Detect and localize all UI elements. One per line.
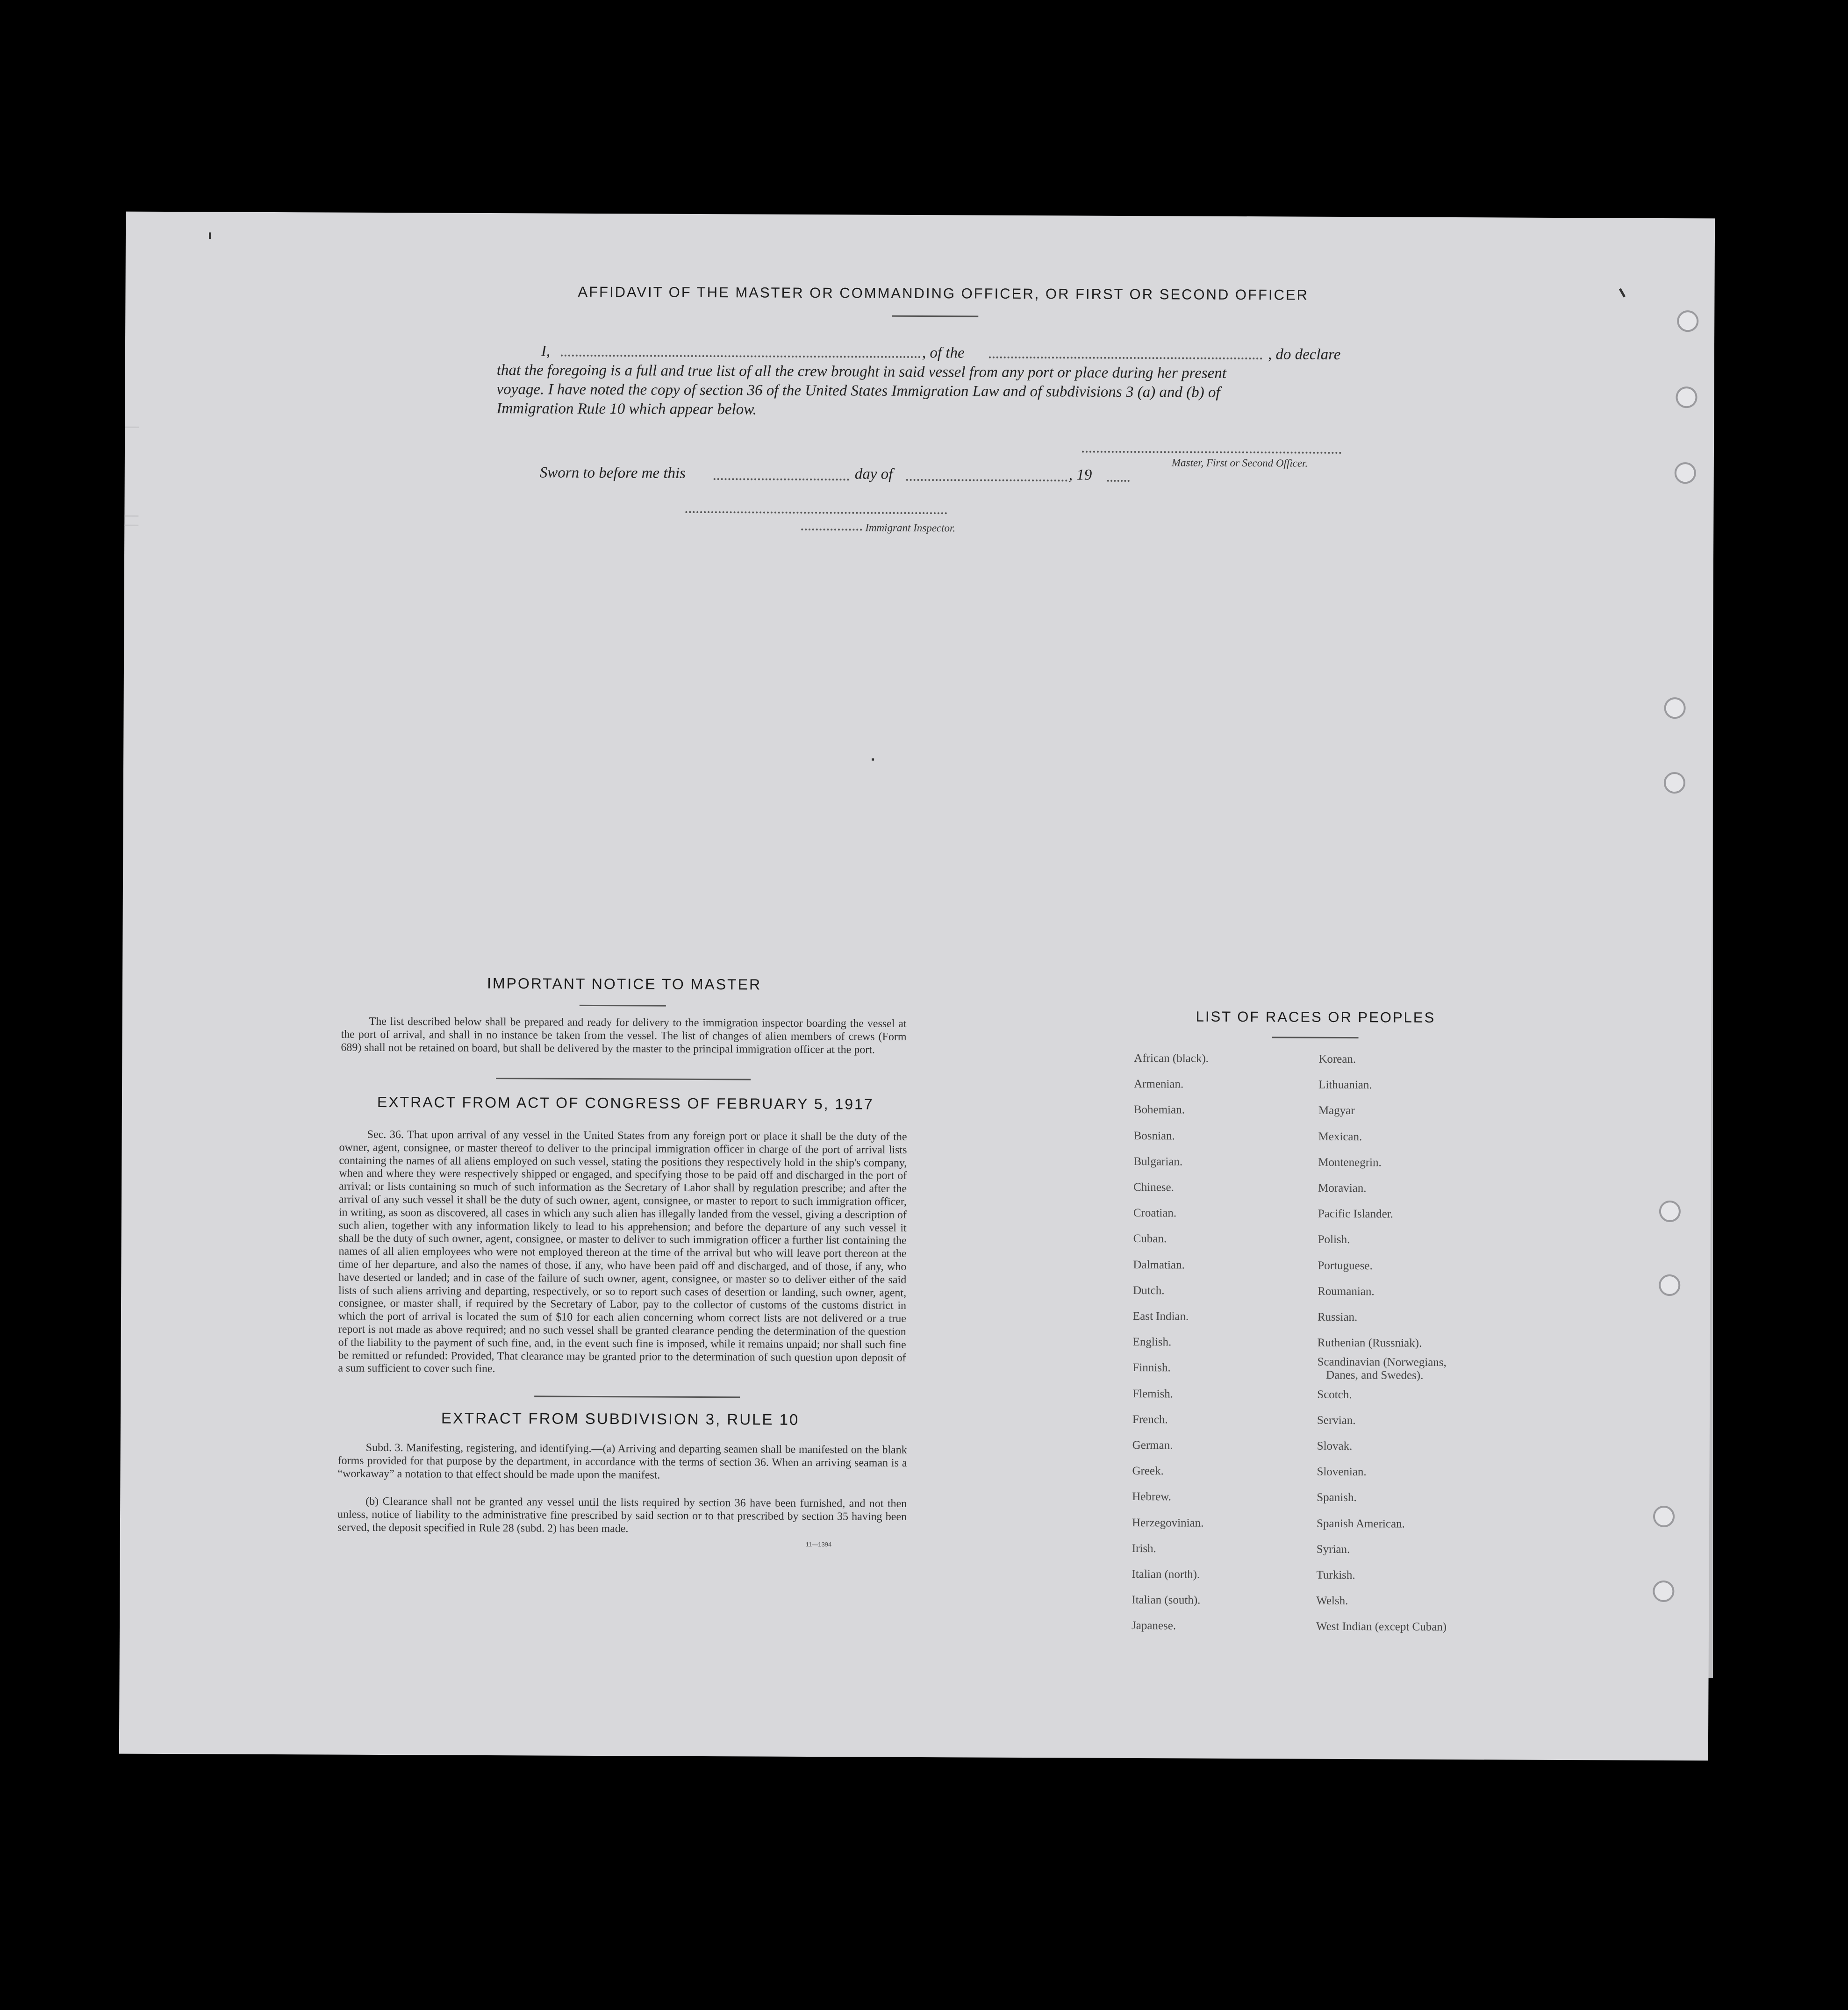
race-item: Magyar bbox=[1318, 1104, 1355, 1117]
race-item: Bosnian. bbox=[1133, 1129, 1175, 1143]
race-item: Lithuanian. bbox=[1318, 1078, 1372, 1092]
races-right-column bbox=[1316, 1046, 1515, 1640]
race-item: Welsh. bbox=[1316, 1594, 1348, 1608]
binder-hole bbox=[1653, 1506, 1675, 1527]
binder-hole bbox=[1675, 462, 1696, 484]
race-item: Portuguese. bbox=[1318, 1259, 1373, 1272]
sworn-year: , 19 bbox=[1068, 466, 1092, 484]
race-item: Pacific Islander. bbox=[1318, 1207, 1394, 1221]
affidavit-declare: , do declare bbox=[1268, 346, 1341, 363]
affidavit-line2: that the foregoing is a full and true list of all the crew brought in said vessel from any port or place during her present bbox=[496, 362, 1227, 382]
race-item: Flemish. bbox=[1132, 1387, 1174, 1401]
race-item: Irish. bbox=[1132, 1542, 1156, 1555]
sworn-day-blank bbox=[714, 478, 849, 480]
race-item: Croatian. bbox=[1133, 1207, 1177, 1220]
rule-title: EXTRACT FROM SUBDIVISION 3, RULE 10 bbox=[441, 1409, 800, 1428]
form-number: 11—1394 bbox=[805, 1540, 832, 1548]
race-item: Syrian. bbox=[1316, 1543, 1350, 1556]
affidavit-i: I, bbox=[541, 343, 551, 360]
notice-divider bbox=[496, 1078, 751, 1080]
act-text: Sec. 36. That upon arrival of any vessel in the United States from any foreign port or place it shall be the duty of the owner, agent, consignee, or master thereof to deliver to the principal immigration officer in charge of the port of arrival lists containing the names of all aliens employed on such vessel, stating the positions they respectively hold in the ship's company, when and where they were respectively shipped or engaged, and specifying those to be paid off and discharged in the port of arrival; or lists containing so much of such information as the Secretary of Labor shall by regulation prescribe; and after the arrival of any such vessel it shall be the duty of such owner, agent, consignee, or master to report to such immigration officer, in writing, as soon as discovered, all cases in which any such alien has illegally landed from the vessel, giving a description of such alien, together with any information likely to lead to his apprehension; and before the departure of any such vessel it shall be the duty of such owner, agent, consignee, or master to deliver to such immigration officer a further list containing the names of all alien employees who were not employed thereon at the time of the arrival but who will leave port thereon at the time of her departure, and also the names of those, if any, who have been paid off and discharged, and of those, if any, who have deserted or landed; and in case of the failure of such owner, agent, consignee, or master so to deliver either of the said lists of such aliens arriving and departing, respectively, or so to report such cases of desertion or landing, such owner, agent, consignee, or master shall, if required by the Secretary of Labor, pay to the collector of customs of the customs district in which the port of arrival is located the sum of $10 for each alien concerning whom correct lists are not delivered or a true report is not made as above required; and no such vessel shall be granted clearance pending the determination of the question of the liability to the payment of such fine, and, in the event such fine is imposed, while it remains unpaid; nor shall such fine be remitted or refunded: Provided, That clearance may be granted prior to the determination of such question upon deposit of a sum sufficient to cover such fine. bbox=[338, 1128, 907, 1375]
race-item: Polish. bbox=[1318, 1233, 1350, 1246]
vessel-blank bbox=[989, 357, 1262, 360]
binder-hole bbox=[1659, 1274, 1680, 1296]
race-item: West Indian (except Cuban) bbox=[1316, 1620, 1447, 1634]
race-item: Mexican. bbox=[1318, 1130, 1362, 1143]
race-item: Herzegovinian. bbox=[1132, 1516, 1204, 1530]
margin-rule bbox=[125, 427, 139, 428]
speck bbox=[872, 758, 874, 761]
race-item: African (black). bbox=[1134, 1052, 1209, 1065]
rule-para-b: (b) Clearance shall not be granted any vessel until the lists required by section 36 have been furnished, and not then unless, notice of liability to the administrative fine prescribed by said section or to that prescribed by section 35 having been served, the deposit specified in Rule 28 (subd. 2) has been made. bbox=[337, 1495, 907, 1535]
affidavit-title: AFFIDAVIT OF THE MASTER OR COMMANDING OFFICER, OR FIRST OR SECOND OFFICER bbox=[578, 283, 1309, 303]
race-item: Bohemian. bbox=[1133, 1103, 1185, 1116]
race-item: Armenian. bbox=[1134, 1078, 1184, 1091]
race-item: Turkish. bbox=[1316, 1568, 1355, 1582]
title-rule bbox=[892, 315, 978, 317]
races-left-column bbox=[1132, 1045, 1289, 1639]
race-item: Greek. bbox=[1132, 1465, 1164, 1478]
race-item: Moravian. bbox=[1318, 1181, 1367, 1195]
race-item: Russian. bbox=[1317, 1310, 1358, 1324]
act-divider bbox=[534, 1395, 740, 1398]
race-item: Italian (north). bbox=[1132, 1568, 1200, 1581]
document-page bbox=[119, 212, 1715, 1761]
affidavit-of-the: , of the bbox=[922, 344, 965, 362]
race-item: German. bbox=[1132, 1439, 1173, 1452]
inspector-caption: Immigrant Inspector. bbox=[865, 522, 956, 534]
race-item: Cuban. bbox=[1133, 1232, 1167, 1245]
race-item: Scandinavian (Norwegians, Danes, and Swedes). bbox=[1317, 1356, 1447, 1382]
sworn-month-blank bbox=[906, 479, 1067, 482]
margin-rule bbox=[124, 525, 138, 526]
binder-hole bbox=[1664, 697, 1686, 719]
speck bbox=[209, 232, 211, 239]
races-rule bbox=[1272, 1037, 1359, 1038]
race-item: Scotch. bbox=[1317, 1388, 1352, 1401]
race-item: Spanish. bbox=[1317, 1491, 1357, 1504]
sworn-year-blank bbox=[1107, 480, 1130, 482]
race-item: Finnish. bbox=[1132, 1361, 1171, 1374]
margin-rule bbox=[124, 515, 138, 517]
rule-para-a: Subd. 3. Manifesting, registering, and identifying.—(a) Arriving and departing seamen shall be manifested on the blank forms provided for that purpose by the department, in accordance with the terms of section 36. When an arriving seaman is a “workaway” a notation to that effect should be made upon the manifest. bbox=[337, 1441, 907, 1481]
sworn-day-of: day of bbox=[854, 465, 893, 483]
notice-title: IMPORTANT NOTICE TO MASTER bbox=[487, 974, 762, 993]
race-item: Ruthenian (Russniak). bbox=[1317, 1336, 1422, 1350]
binder-hole bbox=[1659, 1201, 1681, 1222]
race-item: Montenegrin. bbox=[1318, 1156, 1382, 1169]
race-item: Spanish American. bbox=[1316, 1517, 1405, 1531]
binder-hole bbox=[1677, 310, 1698, 332]
inspector-blank-2 bbox=[801, 529, 862, 531]
inspector-blank bbox=[685, 511, 947, 514]
sworn-prefix: Sworn to before me this bbox=[539, 464, 686, 482]
race-item: Hebrew. bbox=[1132, 1490, 1172, 1503]
race-item: Slovak. bbox=[1317, 1439, 1353, 1453]
race-item: Japanese. bbox=[1131, 1619, 1176, 1632]
race-item: Dutch. bbox=[1133, 1284, 1165, 1297]
notice-rule bbox=[580, 1005, 666, 1007]
binder-hole bbox=[1664, 772, 1685, 794]
race-item: Chinese. bbox=[1133, 1181, 1174, 1194]
notice-text: The list described below shall be prepared and ready for delivery to the immigration inspector boarding the vessel at the port of arrival, and shall in no instance be taken from the vessel. The list of changes of alien members of crews (Form 689) shall not be retained on board, but shall be delivered by the master to the principal immigration officer at the port. bbox=[341, 1015, 907, 1056]
races-title: LIST OF RACES OR PEOPLES bbox=[1196, 1008, 1436, 1026]
race-item: Italian (south). bbox=[1132, 1594, 1201, 1607]
binder-hole bbox=[1653, 1581, 1674, 1602]
race-item: East Indian. bbox=[1132, 1310, 1189, 1323]
speck bbox=[1619, 288, 1626, 298]
signature-blank bbox=[1082, 451, 1341, 454]
race-item: Servian. bbox=[1317, 1414, 1356, 1427]
affidavit-line3: voyage. I have noted the copy of section 36 of the United States Immigration Law and of subdivisions 3 (a) and (b) of bbox=[496, 381, 1220, 401]
affidavit-line4: Immigration Rule 10 which appear below. bbox=[496, 400, 757, 418]
act-title: EXTRACT FROM ACT OF CONGRESS OF FEBRUARY 5, 1917 bbox=[377, 1093, 874, 1113]
race-item: English. bbox=[1132, 1336, 1172, 1349]
race-item: French. bbox=[1132, 1413, 1168, 1426]
race-item: Roumanian. bbox=[1318, 1285, 1375, 1298]
binder-hole bbox=[1676, 386, 1697, 408]
race-item: Dalmatian. bbox=[1133, 1258, 1185, 1272]
race-item: Bulgarian. bbox=[1133, 1155, 1183, 1168]
race-item: Korean. bbox=[1318, 1052, 1356, 1066]
name-blank bbox=[561, 355, 921, 358]
signature-caption: Master, First or Second Officer. bbox=[1171, 457, 1308, 469]
race-item: Slovenian. bbox=[1317, 1465, 1367, 1479]
